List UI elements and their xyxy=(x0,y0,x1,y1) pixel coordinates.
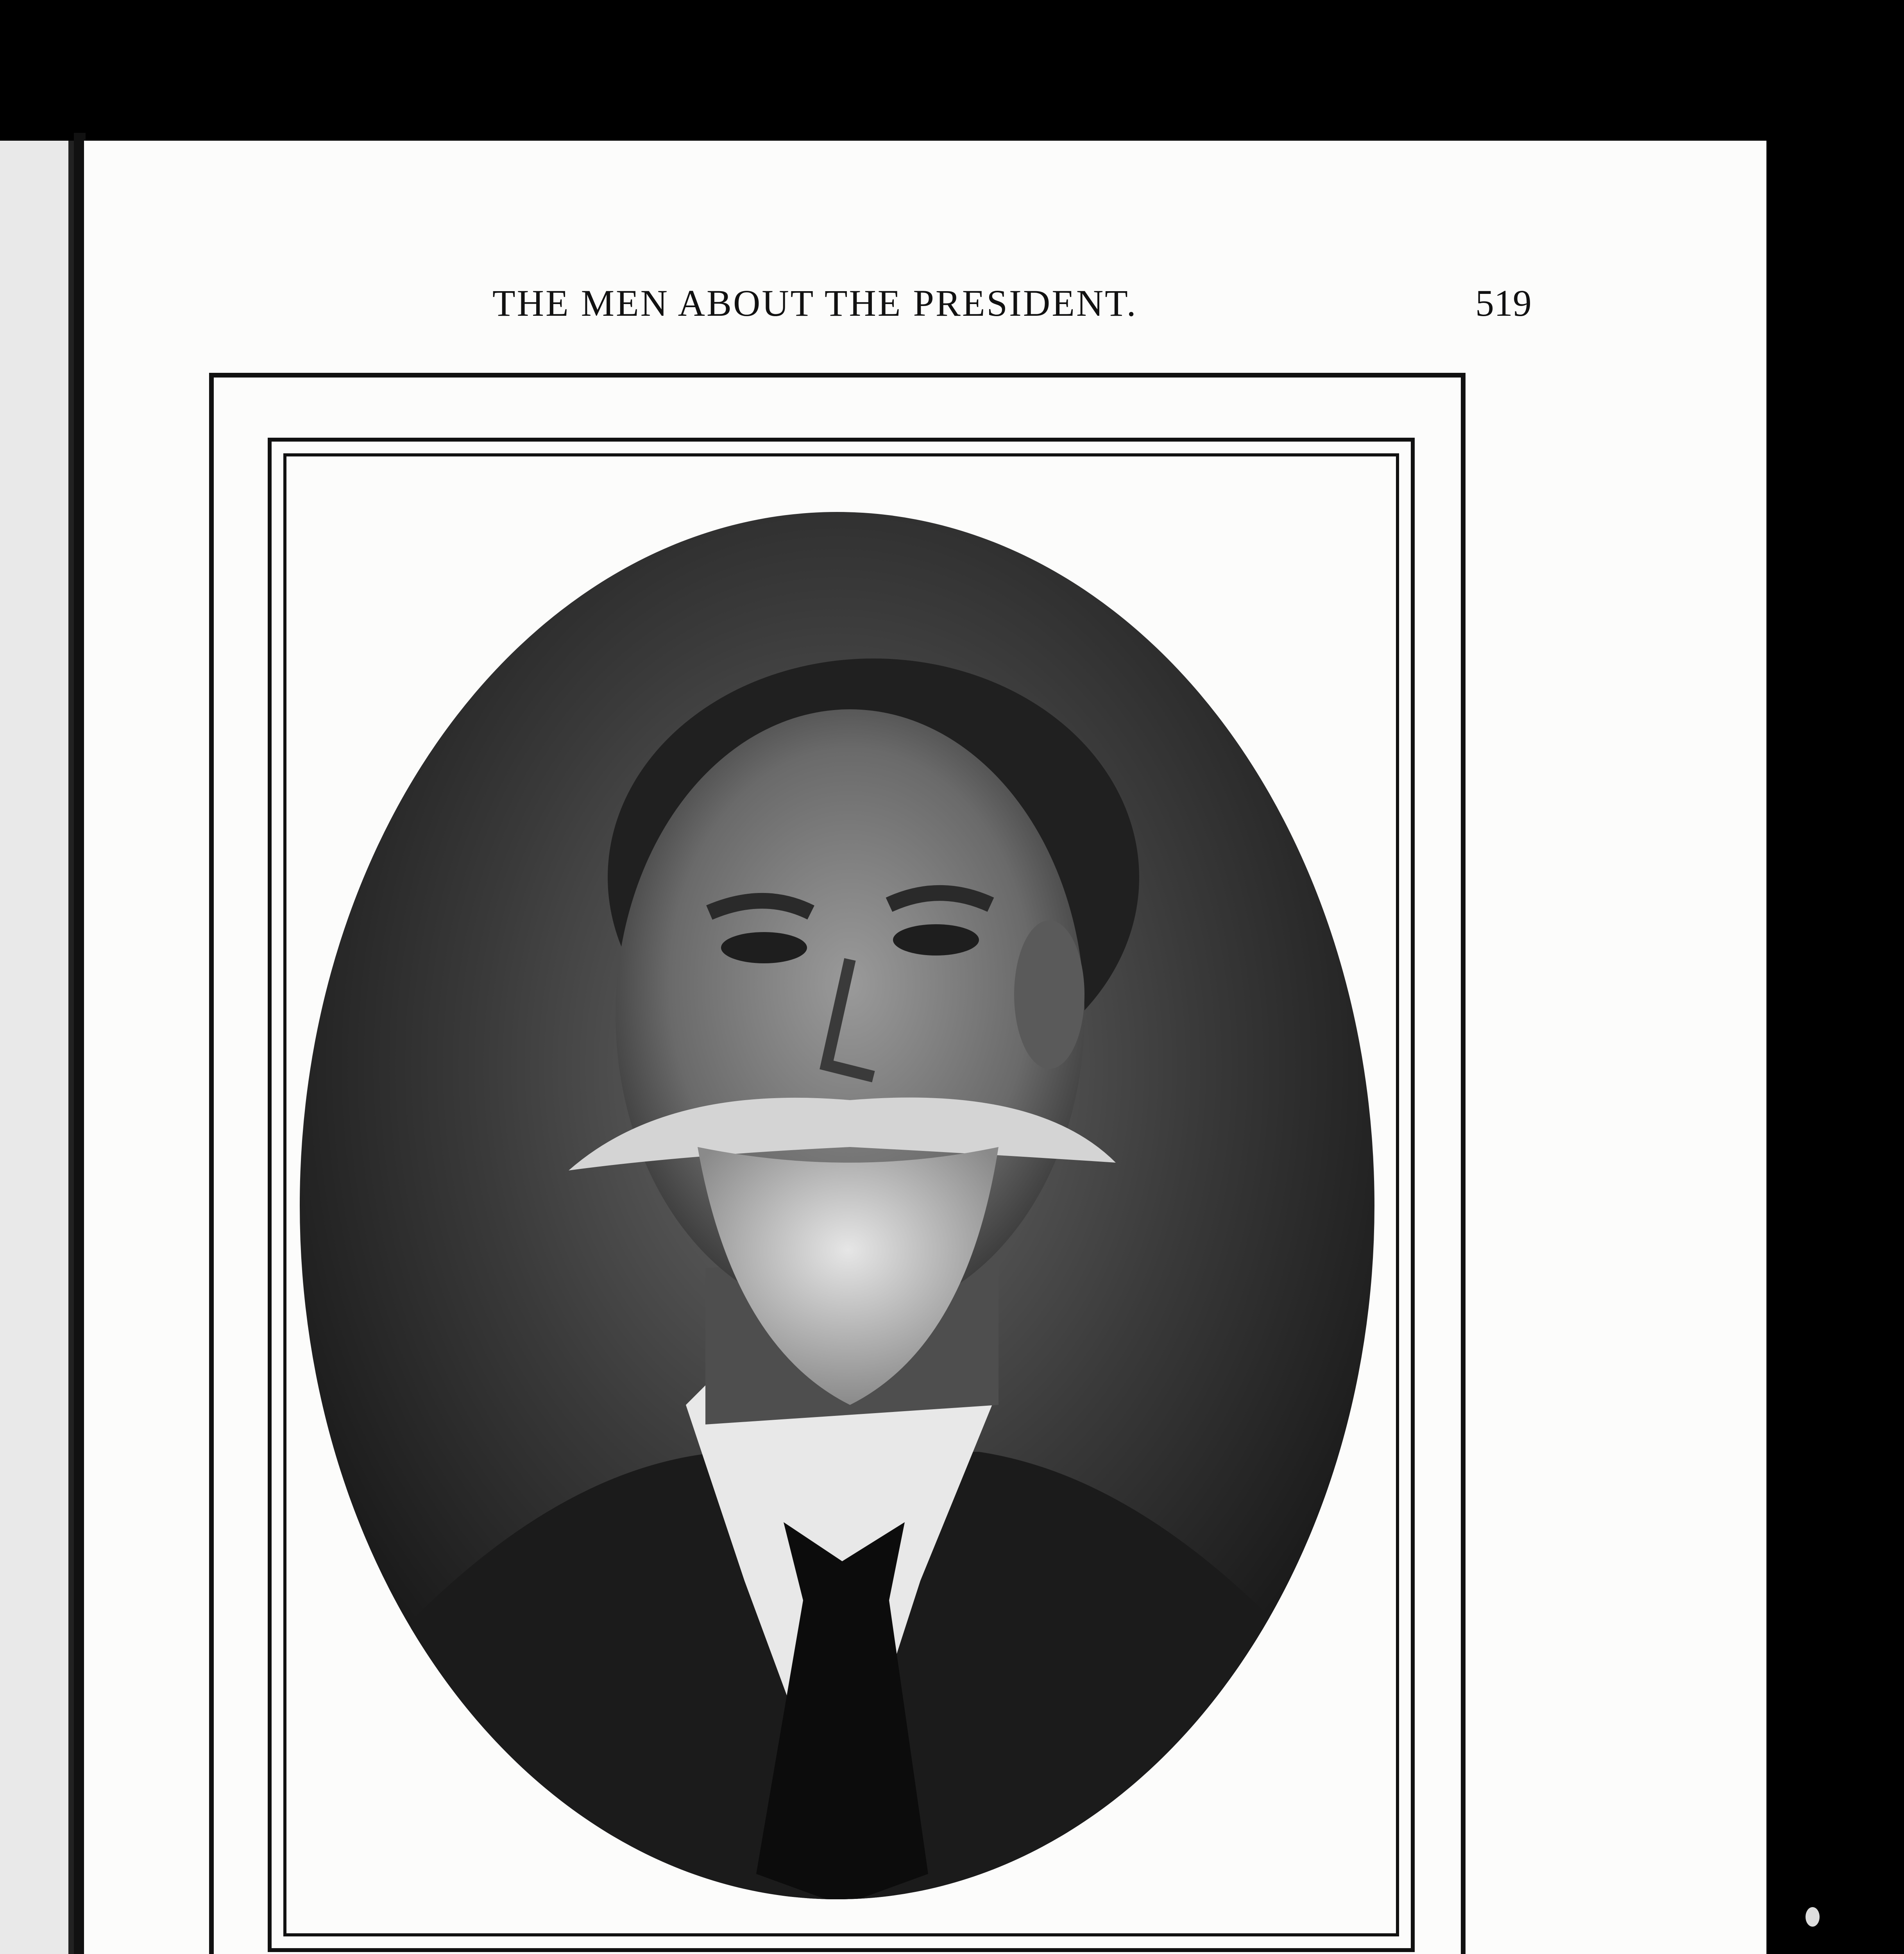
page-number: 519 xyxy=(1475,282,1532,324)
book-page xyxy=(84,141,1766,1954)
running-title: THE MEN ABOUT THE PRESIDENT. xyxy=(492,282,1138,324)
facing-page-edge xyxy=(0,141,74,1954)
scan-speck xyxy=(1806,1907,1820,1927)
portrait-photo xyxy=(295,506,1380,1905)
